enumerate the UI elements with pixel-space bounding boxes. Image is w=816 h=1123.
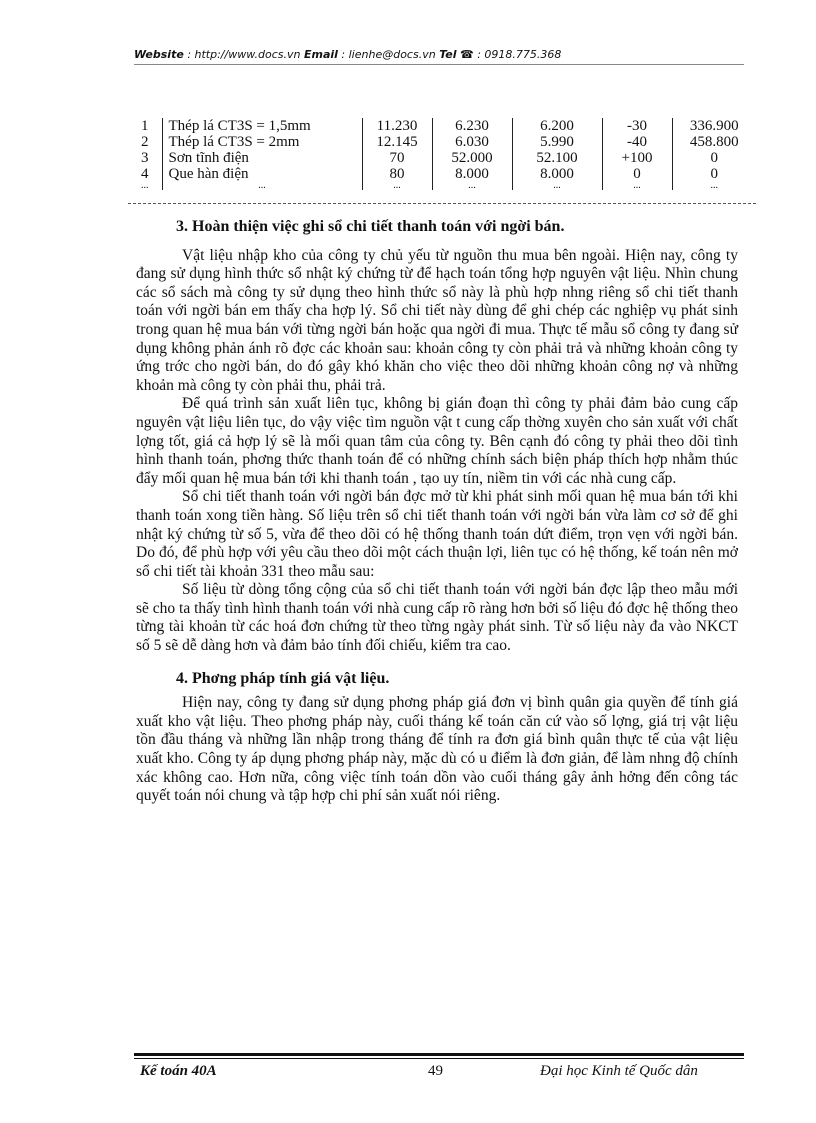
col-2-value: 52.000 (432, 150, 512, 166)
section-3-paragraph-4: Số liệu từ dòng tổng cộng của sổ chi tiết thanh toán với ngời bán đợc lập theo mẫu mới sẽ cho ta thấy tình hình thanh toán với nhà cung cấp rõ ràng hơn bởi số liệu đó đợc hệ thống theo từng tài khoản từ các hoá đơn chứng từ theo từng ngày phát sinh. Từ số liệu này đa vào NKCT số 5 sẽ dễ dàng hơn và đảm bảo tính đối chiếu, kiểm tra cao. (136, 581, 738, 655)
material-name: Thép lá CT3S = 1,5mm (162, 118, 362, 134)
table-row (128, 150, 756, 166)
section-3-paragraph-1: Vật liệu nhập kho của công ty chủ yếu từ nguồn thu mua bên ngoài. Hiện nay, công ty đang sử dụng hình thức sổ nhật ký chứng từ để hạch toán tổng hợp nguyên vật liệu. Nhìn chung các sổ sách mà công ty sử dụng theo hình thức sổ này là phù hợp nhng riêng sổ chi tiết thanh toán với ngời bán em thấy cha hợp lý. Sổ chi tiết này dùng để ghi chép các nghiệp vụ phát sinh trong quan hệ mua bán với từng ngời bán hoặc qua ngời đi mua. Thực tế mẫu sổ công ty đang sử dụng không phản ánh rõ đợc các khoản sau: khoản công ty còn phải trả và những khoản công ty ứng trớc cho ngời bán, do đó gây khó khăn cho việc theo dõi những khoản công nợ và những khoản mà công ty còn phải thu, phải trả. (136, 246, 738, 394)
tel-label: Tel (439, 48, 457, 61)
col-3-value: 5.990 (512, 134, 602, 150)
footer-divider-thin (134, 1058, 744, 1059)
row-number: 4 (141, 166, 149, 182)
footer-class-label: Kế toán 40A (140, 1063, 217, 1079)
table-row (128, 134, 756, 150)
col-2-value: 8.000 (432, 166, 512, 182)
section-3-paragraph-2: Để quá trình sản xuất liên tục, không bị gián đoạn thì công ty phải đảm bảo cung cấp nguyên vật liệu liên tục, do vậy việc tìm nguồn vật t cung cấp thờng xuyên cho sản xuất với chất lợng tốt, giá cả hợp lý sẽ là mối quan tâm của công ty. Bên cạnh đó công ty phải theo dõi tình hình thanh toán, phơng thức thanh toán để có những chính sách biện pháp thích hợp nhằm thúc đẩy mối quan hệ mua bán tới khi thanh toán , tạo uy tín, niềm tin với các nhà cung cấp. (136, 395, 738, 487)
email-label: Email (303, 48, 338, 61)
col-4-value: +100 (602, 150, 672, 166)
table-row (128, 166, 756, 182)
table-row (128, 118, 756, 134)
col-4-value: -30 (602, 118, 672, 134)
col-3-value: 8.000 (512, 166, 602, 182)
col-4-value: 0 (602, 166, 672, 182)
section-4-paragraph-1: Hiện nay, công ty đang sử dụng phơng pháp giá đơn vị bình quân gia quyền để tính giá xuất kho vật liệu. Theo phơng pháp này, cuối tháng kế toán căn cứ vào số lợng, giá trị vật liệu tồn đầu tháng và những lần nhập trong tháng để tính ra đơn giá bình quân thực tế của vật liệu xuất kho. Công ty áp dụng phơng pháp này, mặc dù có u điểm là đơn giản, để làm nhng độ chính xác không cao. Hơn nữa, công việc tính toán dồn vào cuối tháng gây ảnh hởng đến công tác quyết toán nói chung và tập hợp chi phí sản xuất nói riêng. (136, 694, 738, 805)
row-number: 3 (141, 150, 149, 166)
website-value[interactable]: : http://www.docs.vn (187, 48, 301, 61)
col-3-value: 52.100 (512, 150, 602, 166)
row-number: 2 (141, 134, 149, 150)
continuation-dots: ... (602, 182, 672, 190)
col-5-value: 0 (672, 150, 756, 166)
material-table (128, 118, 756, 190)
material-name: Que hàn điện (162, 166, 362, 182)
continuation-dots: ... (432, 182, 512, 190)
continuation-dots: ... (362, 182, 432, 190)
phone-icon: ☎ (460, 48, 474, 61)
footer-university-label: Đại học Kinh tế Quốc dân (540, 1063, 698, 1079)
continuation-dots: ... (162, 182, 362, 190)
website-label: Website (134, 48, 184, 61)
col-5-value: 336.900 (672, 118, 756, 134)
table-row-continuation (128, 182, 756, 190)
col-4-value: -40 (602, 134, 672, 150)
col-1-value: 11.230 (362, 118, 432, 134)
document-body (136, 218, 738, 806)
material-name: Thép lá CT3S = 2mm (162, 134, 362, 150)
col-5-value: 458.800 (672, 134, 756, 150)
col-2-value: 6.230 (432, 118, 512, 134)
col-1-value: 80 (362, 166, 432, 182)
section-4-title: 4. Phơng pháp tính giá vật liệu. (176, 669, 390, 687)
continuation-dots: ... (141, 180, 149, 191)
col-1-value: 70 (362, 150, 432, 166)
section-3-paragraph-3: Sổ chi tiết thanh toán với ngời bán đợc mở từ khi phát sinh mối quan hệ mua bán tới khi thanh toán xong tiền hàng. Số liệu trên sổ chi tiết thanh toán với ngời bán vừa làm cơ sở để ghi nhật ký chứng từ số 5, vừa để theo dõi có hệ thống thanh toán dứt điểm, trọn vẹn với ngời bán. Do đó, để phù hợp với yêu cầu theo dõi một cách thuận lợi, liên tục có hệ thống, kế toán nên mở sổ chi tiết tài khoản 331 theo mẫu sau: (136, 488, 738, 580)
col-5-value: 0 (672, 166, 756, 182)
email-value[interactable]: : lienhe@docs.vn (341, 48, 436, 61)
table-bottom-border (128, 203, 756, 204)
footer-divider-thick (134, 1053, 744, 1056)
col-1-value: 12.145 (362, 134, 432, 150)
material-name: Sơn tĩnh điện (162, 150, 362, 166)
page-header (134, 48, 744, 61)
continuation-dots: ... (672, 182, 756, 190)
section-3-title: 3. Hoàn thiện việc ghi sổ chi tiết thanh toán với ngời bán. (176, 218, 565, 235)
page-number: 49 (428, 1063, 443, 1079)
col-3-value: 6.200 (512, 118, 602, 134)
tel-value: : 0918.775.368 (477, 48, 562, 61)
row-number: 1 (141, 118, 149, 134)
continuation-dots: ... (512, 182, 602, 190)
header-divider (134, 64, 744, 65)
col-2-value: 6.030 (432, 134, 512, 150)
